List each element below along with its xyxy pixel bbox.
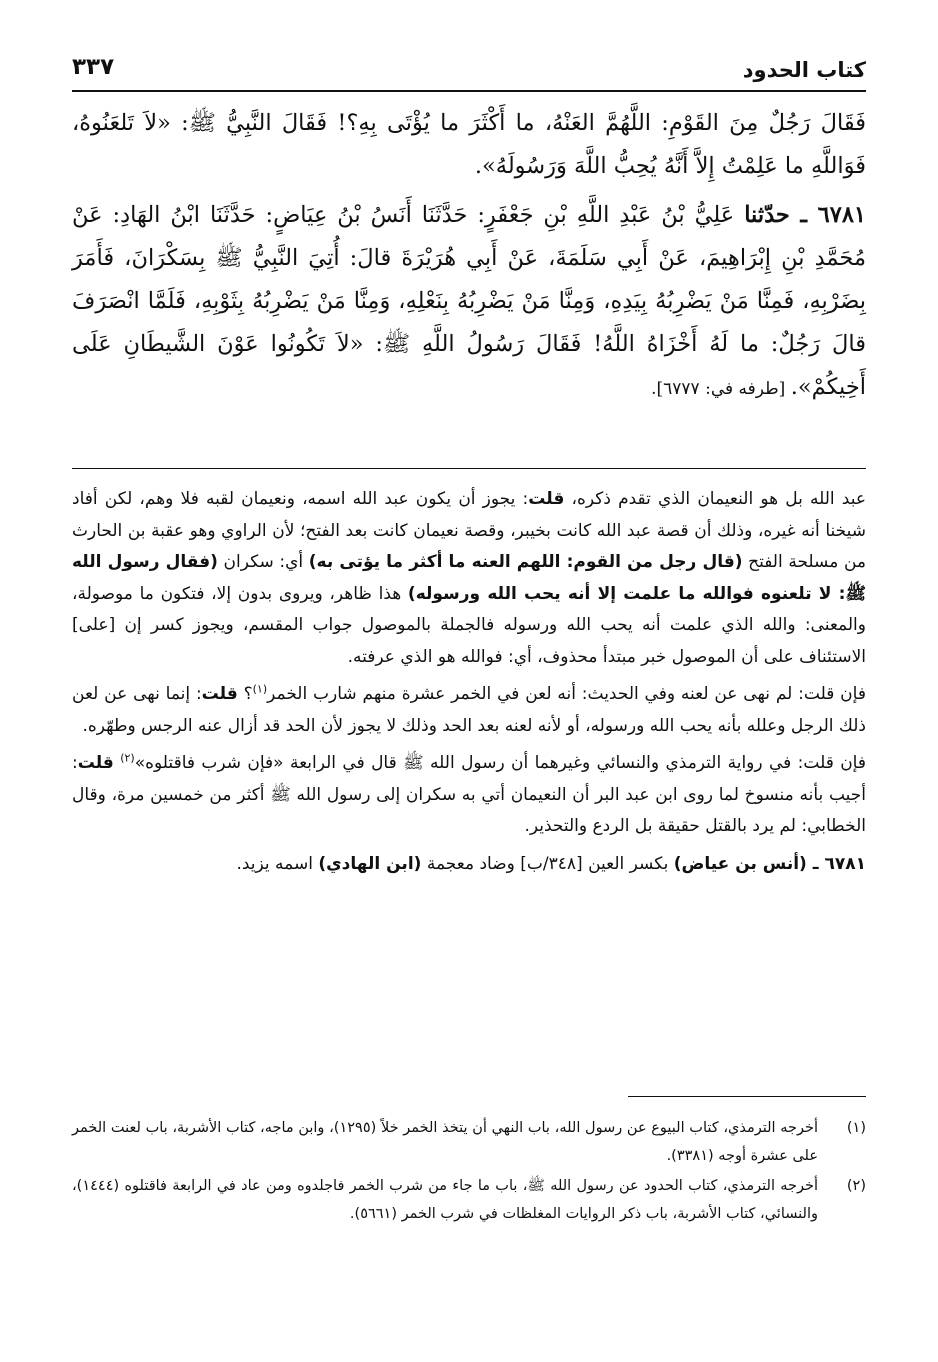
hadith-text	[72, 102, 866, 417]
hadith-continuation: فَقَالَ رَجُلٌ مِنَ القَوْمِ: اللَّهُمَّ العَنْهُ، ما أَكْثَرَ ما يُؤْتَى بِهِ؟! فَقَالَ النَّبِيُّ ﷺ: «لاَ تَلعَنُوهُ، فَوَاللَّهِ ما عَلِمْتُ إِلاَّ أَنَّهُ يُحِبُّ اللَّهَ وَرَسُولَهُ».	[72, 110, 866, 179]
commentary-run: اسمه يزيد.	[236, 853, 319, 874]
footnote-number: (٢)	[846, 1178, 866, 1194]
page-header	[72, 52, 866, 92]
footnote-divider	[628, 1096, 866, 1097]
page-number: ٣٣٧	[72, 54, 115, 80]
hadith-number: ٦٧٨١ ـ حدّثنا	[744, 202, 866, 228]
commentary-run: بكسر العين [٣٤٨/ب] وضاد معجمة	[421, 853, 674, 874]
footnote-marker: (١)	[252, 682, 268, 696]
footnote-marker: (٢)	[120, 751, 135, 765]
hadith-paragraph	[72, 194, 866, 411]
footnote-number: (١)	[846, 1120, 866, 1136]
commentary-run: ؟	[237, 684, 253, 704]
commentary-run: : أجيب بأنه منسوخ لما روى ابن عبد البر أن النعيمان أتي به سكران إلى رسول الله ﷺ أكثر من خمسين مرة، وقال الخطابي: لم يرد بالقتل حقيقة بل الردع والتحذير.	[72, 753, 866, 836]
commentary-quote: (أنس بن عياض)	[673, 853, 807, 874]
commentary-paragraph	[72, 679, 866, 742]
commentary-run: هذا ظاهر، ويروى بدون إلا، فتكون ما موصولة، والمعنى: والله الذي علمت أنه يحب الله ورسوله فالجملة بالموصول جواب المقسم، ويجوز كسر إن [على] الاستئناف على أن الموصول خبر مبتدأ محذوف، أي: فوالله هو الذي عرفته.	[72, 583, 866, 667]
footnote-text: أخرجه الترمذي، كتاب الحدود عن رسول الله ﷺ، باب ما جاء من شرب الخمر فاجلدوه ومن عاد في الرابعة فاقتلوه (١٤٤٤)، والنسائي، كتاب الأشربة، باب ذكر الروايات المغلظات في شرب الخمر (٥٦٦١).	[72, 1178, 818, 1222]
footnote	[72, 1172, 866, 1228]
commentary-run: فإن قلت: في رواية الترمذي والنسائي وغيرهما أن رسول الله ﷺ قال في الرابعة «فإن شرب فاقتلوه»	[134, 753, 866, 773]
commentary-quote: (فقال رسول الله ﷺ: لا تلعنوه فوالله ما علمت إلا أنه يحب الله ورسوله)	[72, 552, 866, 604]
footnote-text: أخرجه الترمذي، كتاب البيوع عن رسول الله، باب النهي أن يتخذ الخمر خلاً (١٢٩٥)، وابن ماجه، كتاب الأشربة، باب لعنت الخمر على عشرة أوجه (٣٣٨١).	[72, 1120, 818, 1164]
commentary-text	[72, 484, 866, 886]
commentary-run: : إنما نهى عن لعن ذلك الرجل وعلله بأنه يحب الله ورسوله، أو لأنه لعنه بعد الحد وذلك لا يجوز لأن الحد قد أزال عنه الرجس وطهّره.	[72, 684, 866, 736]
footnote	[72, 1114, 866, 1170]
commentary-run: عبد الله بل هو النعيمان الذي تقدم ذكره،	[564, 489, 866, 509]
hadith-paragraph	[72, 102, 866, 188]
footnotes	[72, 1114, 866, 1230]
hadith-body: عَلِيُّ بْنُ عَبْدِ اللَّهِ بْنِ جَعْفَرٍ: حَدَّثَنَا أَنَسُ بْنُ عِيَاضٍ: حَدَّثَنَا ابْنُ الهَادِ: عَنْ مُحَمَّدِ بْنِ إِبْرَاهِيمَ، عَنْ أَبِي سَلَمَةَ، عَنْ أَبِي هُرَيْرَةَ قالَ: أُتِيَ النَّبِيُّ ﷺ بِسَكْرَانَ، فَأَمَرَ بِضَرْبِهِ، فَمِنَّا مَنْ يَضْرِبُهُ بِيَدِهِ، وَمِنَّا مَنْ يَضْرِبُهُ بِنَعْلِهِ، وَمِنَّا مَنْ يَضْرِبُهُ بِثَوْبِهِ، فَلَمَّا انْصَرَفَ قالَ رَجُلٌ: ما لَهُ أَخْزَاهُ اللَّهُ! فَقَالَ رَسُولُ اللَّهِ ﷺ: «لاَ تَكُونُوا عَوْنَ الشَّيطَانِ عَلَى أَخِيكُمْ».	[72, 202, 866, 400]
commentary-paragraph	[72, 748, 866, 843]
commentary-keyword: قلت	[201, 684, 238, 704]
commentary-hadith-number: ٦٧٨١ ـ	[806, 853, 866, 874]
commentary-run: فإن قلت: لم نهى عن لعنه وفي الحديث: أنه لعن في الخمر عشرة منهم شارب الخمر	[267, 684, 866, 704]
section-divider	[72, 468, 866, 469]
commentary-quote: (ابن الهادي)	[318, 853, 422, 874]
commentary-paragraph	[72, 849, 866, 881]
commentary-paragraph	[72, 484, 866, 673]
commentary-run: : يجوز أن يكون عبد الله اسمه، ونعيمان لقبه فلا وهم، لكن أفاد شيخنا أنه غيره، وذلك أن قصة عبد الله كانت بخيبر، وقصة نعيمان كانت بعد الفتح؛ لأن الراوي وهو عقبة بن الحارث من مسلحة الفتح	[72, 489, 866, 572]
commentary-quote: (قال رجل من القوم: اللهم العنه ما أكثر ما يؤتى به)	[308, 552, 743, 572]
commentary-run: أي: سكران	[217, 552, 309, 572]
cross-reference: [طرفه في: ٦٧٧٧].	[651, 379, 791, 399]
running-title: كتاب الحدود	[742, 58, 866, 82]
commentary-keyword: قلت	[77, 753, 114, 773]
commentary-keyword: قلت	[528, 489, 565, 509]
